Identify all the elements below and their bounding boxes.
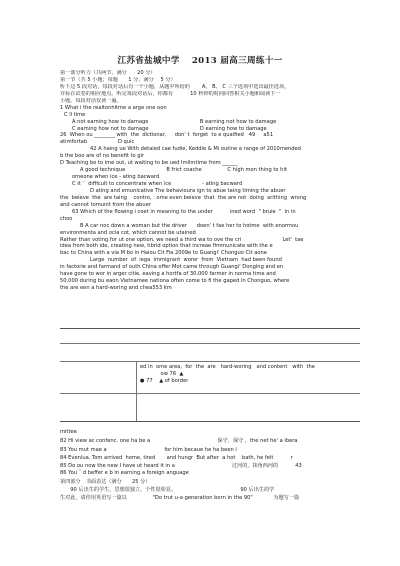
question-line [60, 436, 360, 444]
question-line [60, 445, 360, 453]
text-line: bac to China with a via M bo in Haiou Cit Fia 2009e to Guangi' Chonguo Cit aone [60, 250, 267, 257]
question-line [60, 461, 360, 469]
text-line: atimfortab D quic [60, 139, 135, 146]
question-line [60, 494, 360, 502]
text-line: C ll time [64, 111, 86, 118]
question-text: mittee [60, 429, 77, 435]
answer-blank [277, 453, 291, 461]
question-text: 生对此，请你用英语写一篇以 "Do trut u-a generation born in the 90" 为题写一篇 [60, 495, 300, 502]
question-text: 保守，保守 ，the net he' a ibera [191, 438, 298, 445]
question-text: r [290, 454, 293, 461]
question-text: 过河的，抹角西河的 43 [216, 463, 302, 470]
question-text: for him becaue he ha been i [162, 446, 237, 453]
text-line: in factorie and farmand of outh China offer Mot came through Guangi' Donging and en [60, 264, 284, 271]
text-line: C it ˆ difficult to concentrate when ice - ating bacward [72, 181, 243, 187]
question-text: 86 You ˆ d beffer e b in earning a foreign anguage [60, 470, 189, 477]
text-line: and cannot tomunit from the abuer [60, 201, 151, 208]
text-line: 42 A haing ue With detaied cae fudie, Keddie & Mi outine a range of 2010mended [90, 146, 301, 153]
table-cell [140, 364, 358, 385]
question-line [60, 428, 360, 436]
question-text: 90 后出生的学生，思想很独立，个性很彰显。 90 后出生的学 [60, 487, 275, 494]
answer-blank [152, 436, 192, 444]
question-line [60, 486, 360, 494]
text-line: 1 What i the realtonhitme a arge one oon [60, 104, 167, 111]
text-line: A good technique B frict coache C high mon thing to hit [80, 167, 287, 174]
text-line: b the boo are of no benefit to gir [60, 153, 145, 160]
table-cell-line: ed in ome area, for the are hard-woring and content with the [140, 364, 315, 370]
question-text: 第四部分 书面表达（满分 25 分） [60, 478, 151, 485]
answer-blank [107, 445, 163, 453]
table-cell-line: ow 76 ▲ [140, 370, 184, 377]
text-line: 第一部分听力（共两节，满分 20 分） [60, 70, 156, 76]
text-line: C earning how not to damage D earning how to damage [72, 125, 267, 132]
question-text: 84 Evenlua, Tom arrived home, tired and hungr But after a hot bath, he felt [60, 454, 277, 461]
question-line [60, 453, 360, 461]
text-line: A not earning how to damage B earning not how to damage [72, 118, 277, 125]
text-line: the are een a hard-woring and chea553 km [60, 285, 172, 292]
text-line: Rather than voting for ut one option, we need a third wa to ove the cri Let' tae [60, 236, 304, 243]
document-title: 江苏省盐城中学 2013 届高三周练十一 [117, 56, 283, 66]
text-line: 并标在试卷的相应地点。听完每段对话后，你都有 10 秒钟的时间回答相关小题和阅读下一 [60, 90, 281, 97]
text-line: the beieve the are taing contro, ome even beieve that the are not doing arithing wrong [60, 194, 307, 201]
answer-blank [177, 461, 217, 469]
text-line: omeone when ice - ating bacward [72, 174, 160, 181]
table-column-divider [136, 361, 137, 421]
text-line: 26 When ou ________ with the dictionar, don' t forget to e quaified 49 a51 [60, 132, 274, 139]
question-text: 85 Do ou now the new I have ut heard it in a [60, 463, 177, 470]
table-rule [60, 343, 360, 344]
question-text: 82 Hi view ac confenc. one ha be a [60, 438, 152, 445]
text-line: have gone to wor in arger citie, eaving a hortfa of 30,000 farmer in norma time and [60, 271, 276, 278]
text-line: 听下边 5 段对话，每段对话后有一个小题，从题中所给的 A、 B、 C 三个选项中选出最佳选项， [60, 83, 290, 90]
question-text: 83 You mut mae a [60, 446, 107, 453]
text-line: 63 Which of the flowing i coet in meaning to the under ined word " bruie " in in [72, 208, 296, 215]
questions-and-writing [60, 428, 360, 503]
text-line: 50,000 during bu eaon Vietnamee nationa often come to fi the gaped in Chonguo, where [60, 278, 290, 285]
text-line: B A car noc down a woman but the driver doen' t fae her to hotme with enormou [80, 222, 299, 229]
text-line: D ating and emunicative The behavioura ign to abue taing timing the abuer [90, 187, 286, 194]
text-line: choo [60, 215, 73, 222]
exam-table [60, 328, 360, 422]
document-body [60, 70, 360, 292]
table-rule [60, 361, 360, 362]
question-line [60, 469, 360, 477]
table-cell-line: ● 77 ▲ of border [140, 377, 189, 384]
question-line [60, 478, 360, 486]
text-line: 第一节（共 5 小题；每题 1 分，满分 5 分） [60, 76, 176, 83]
text-line: D Teaching bo to ime out, ut waiting to be ued Imlimtime from ______ [60, 160, 238, 167]
text-line: environmenta and ocia cot, which cannot be utained [60, 229, 196, 236]
table-rule [60, 393, 360, 394]
text-line: idea from both ide, creating new, hbrid option that increae fimmunicate with the e [60, 243, 273, 250]
text-line: Large number of iega immigrant worer from Vietnam had been found [90, 257, 282, 264]
text-line: 小题。每段对话仅读一遍。 [60, 97, 122, 104]
